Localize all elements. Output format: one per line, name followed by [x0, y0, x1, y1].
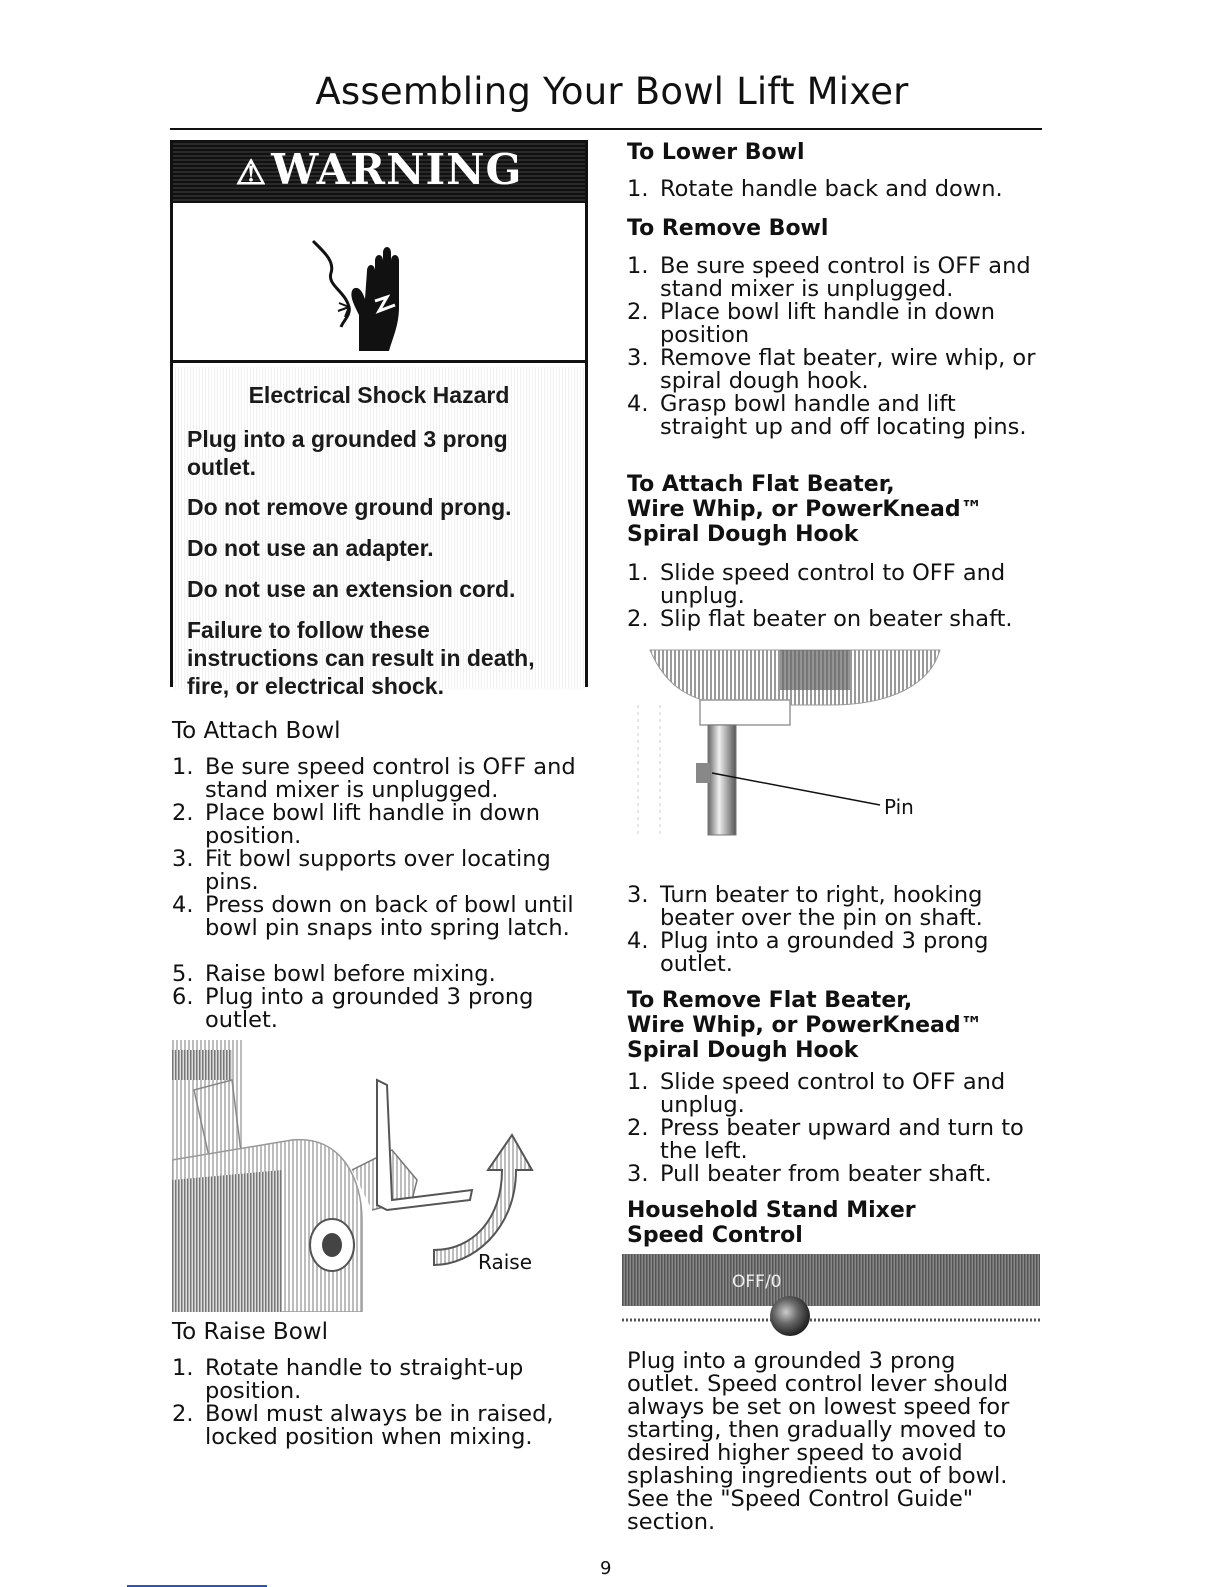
- list-item: 1. Slide speed control to OFF and unplug.: [627, 560, 1006, 609]
- attach-bowl-steps: [172, 756, 592, 1032]
- warning-heading: WARNING: [271, 145, 523, 194]
- speed-control-heading: Household Stand Mixer Speed Control: [627, 1198, 916, 1248]
- list-item: 1. Be sure speed control is OFF and stand mixer is unplugged.: [172, 754, 576, 803]
- warning-line: Plug into a grounded 3 prong outlet.: [187, 426, 508, 480]
- list-item: 1. Rotate handle to straight-up position.: [172, 1355, 524, 1404]
- remove-bowl-steps: [627, 255, 1047, 439]
- hazard-title: Electrical Shock Hazard: [248, 382, 510, 408]
- lower-bowl-heading: To Lower Bowl: [627, 140, 805, 165]
- list-item: 3. Pull beater from beater shaft.: [627, 1161, 992, 1187]
- warning-text-panel: [173, 367, 585, 699]
- warning-line: Do not use an extension cord.: [187, 576, 516, 602]
- warning-box: [170, 140, 588, 699]
- list-item: 2. Press beater upward and turn to the left.: [627, 1115, 1024, 1164]
- list-item: 2. Slip flat beater on beater shaft.: [627, 606, 1013, 632]
- raise-bowl-steps: [172, 1357, 592, 1449]
- speed-switch-label: OFF/0: [732, 1272, 782, 1292]
- electric-shock-hand-icon: [173, 203, 585, 363]
- remove-beater-steps: [627, 1071, 1047, 1186]
- list-item: 2. Place bowl lift handle in down position: [627, 299, 996, 348]
- warning-line: Failure to follow these instructions can result in death, fire, or electrical shock.: [187, 617, 535, 699]
- warning-line: Do not use an adapter.: [187, 535, 434, 561]
- list-item: 2. Place bowl lift handle in down position.: [172, 800, 541, 849]
- page-title: Assembling Your Bowl Lift Mixer: [315, 70, 909, 113]
- warning-triangle-icon: ⚠: [235, 153, 268, 193]
- attach-bowl-heading: To Attach Bowl: [172, 718, 341, 744]
- list-item: 1. Be sure speed control is OFF and stand mixer is unplugged.: [627, 253, 1031, 302]
- speed-control-paragraph: Plug into a grounded 3 prong outlet. Speed control lever should always be set on lowest speed for starting, then gradually moved to desired higher speed to avoid splashing ingredients out of bowl. See the "Speed Control Guide" section.: [627, 1348, 1010, 1535]
- list-item: 4. Press down on back of bowl until bowl pin snaps into spring latch.: [172, 892, 574, 941]
- list-item: 1. Rotate handle back and down.: [627, 176, 1003, 202]
- raise-bowl-heading: To Raise Bowl: [172, 1319, 328, 1345]
- speed-control-illustration: [622, 1254, 1040, 1344]
- list-item: 4. Plug into a grounded 3 prong outlet.: [627, 928, 989, 977]
- warning-header: [173, 143, 585, 203]
- pin-label: Pin: [884, 795, 914, 819]
- page-number: 9: [600, 1558, 612, 1579]
- attach-beater-steps-continued: [627, 884, 1047, 976]
- raise-label: Raise: [478, 1250, 532, 1274]
- attach-beater-heading: To Attach Flat Beater, Wire Whip, or PowerKnead™ Spiral Dough Hook: [627, 472, 983, 547]
- list-item: 4. Grasp bowl handle and lift straight up and off locating pins.: [627, 391, 1027, 440]
- title-rule: [170, 128, 1042, 130]
- list-item: 5. Raise bowl before mixing.: [172, 961, 496, 987]
- lower-bowl-steps: [627, 178, 1047, 201]
- list-item: 6. Plug into a grounded 3 prong outlet.: [172, 984, 534, 1033]
- attach-beater-steps: [627, 562, 1047, 631]
- remove-bowl-heading: To Remove Bowl: [627, 216, 829, 241]
- remove-beater-heading: To Remove Flat Beater, Wire Whip, or PowerKnead™ Spiral Dough Hook: [627, 988, 983, 1063]
- list-item: 3. Turn beater to right, hooking beater over the pin on shaft.: [627, 882, 983, 931]
- list-item: 2. Bowl must always be in raised, locked position when mixing.: [172, 1401, 554, 1450]
- warning-line: Do not remove ground prong.: [187, 494, 512, 520]
- list-item: 3. Fit bowl supports over locating pins.: [172, 846, 551, 895]
- list-item: 3. Remove flat beater, wire whip, or spiral dough hook.: [627, 345, 1036, 394]
- beater-shaft-illustration: [630, 645, 960, 860]
- list-item: 1. Slide speed control to OFF and unplug.: [627, 1069, 1006, 1118]
